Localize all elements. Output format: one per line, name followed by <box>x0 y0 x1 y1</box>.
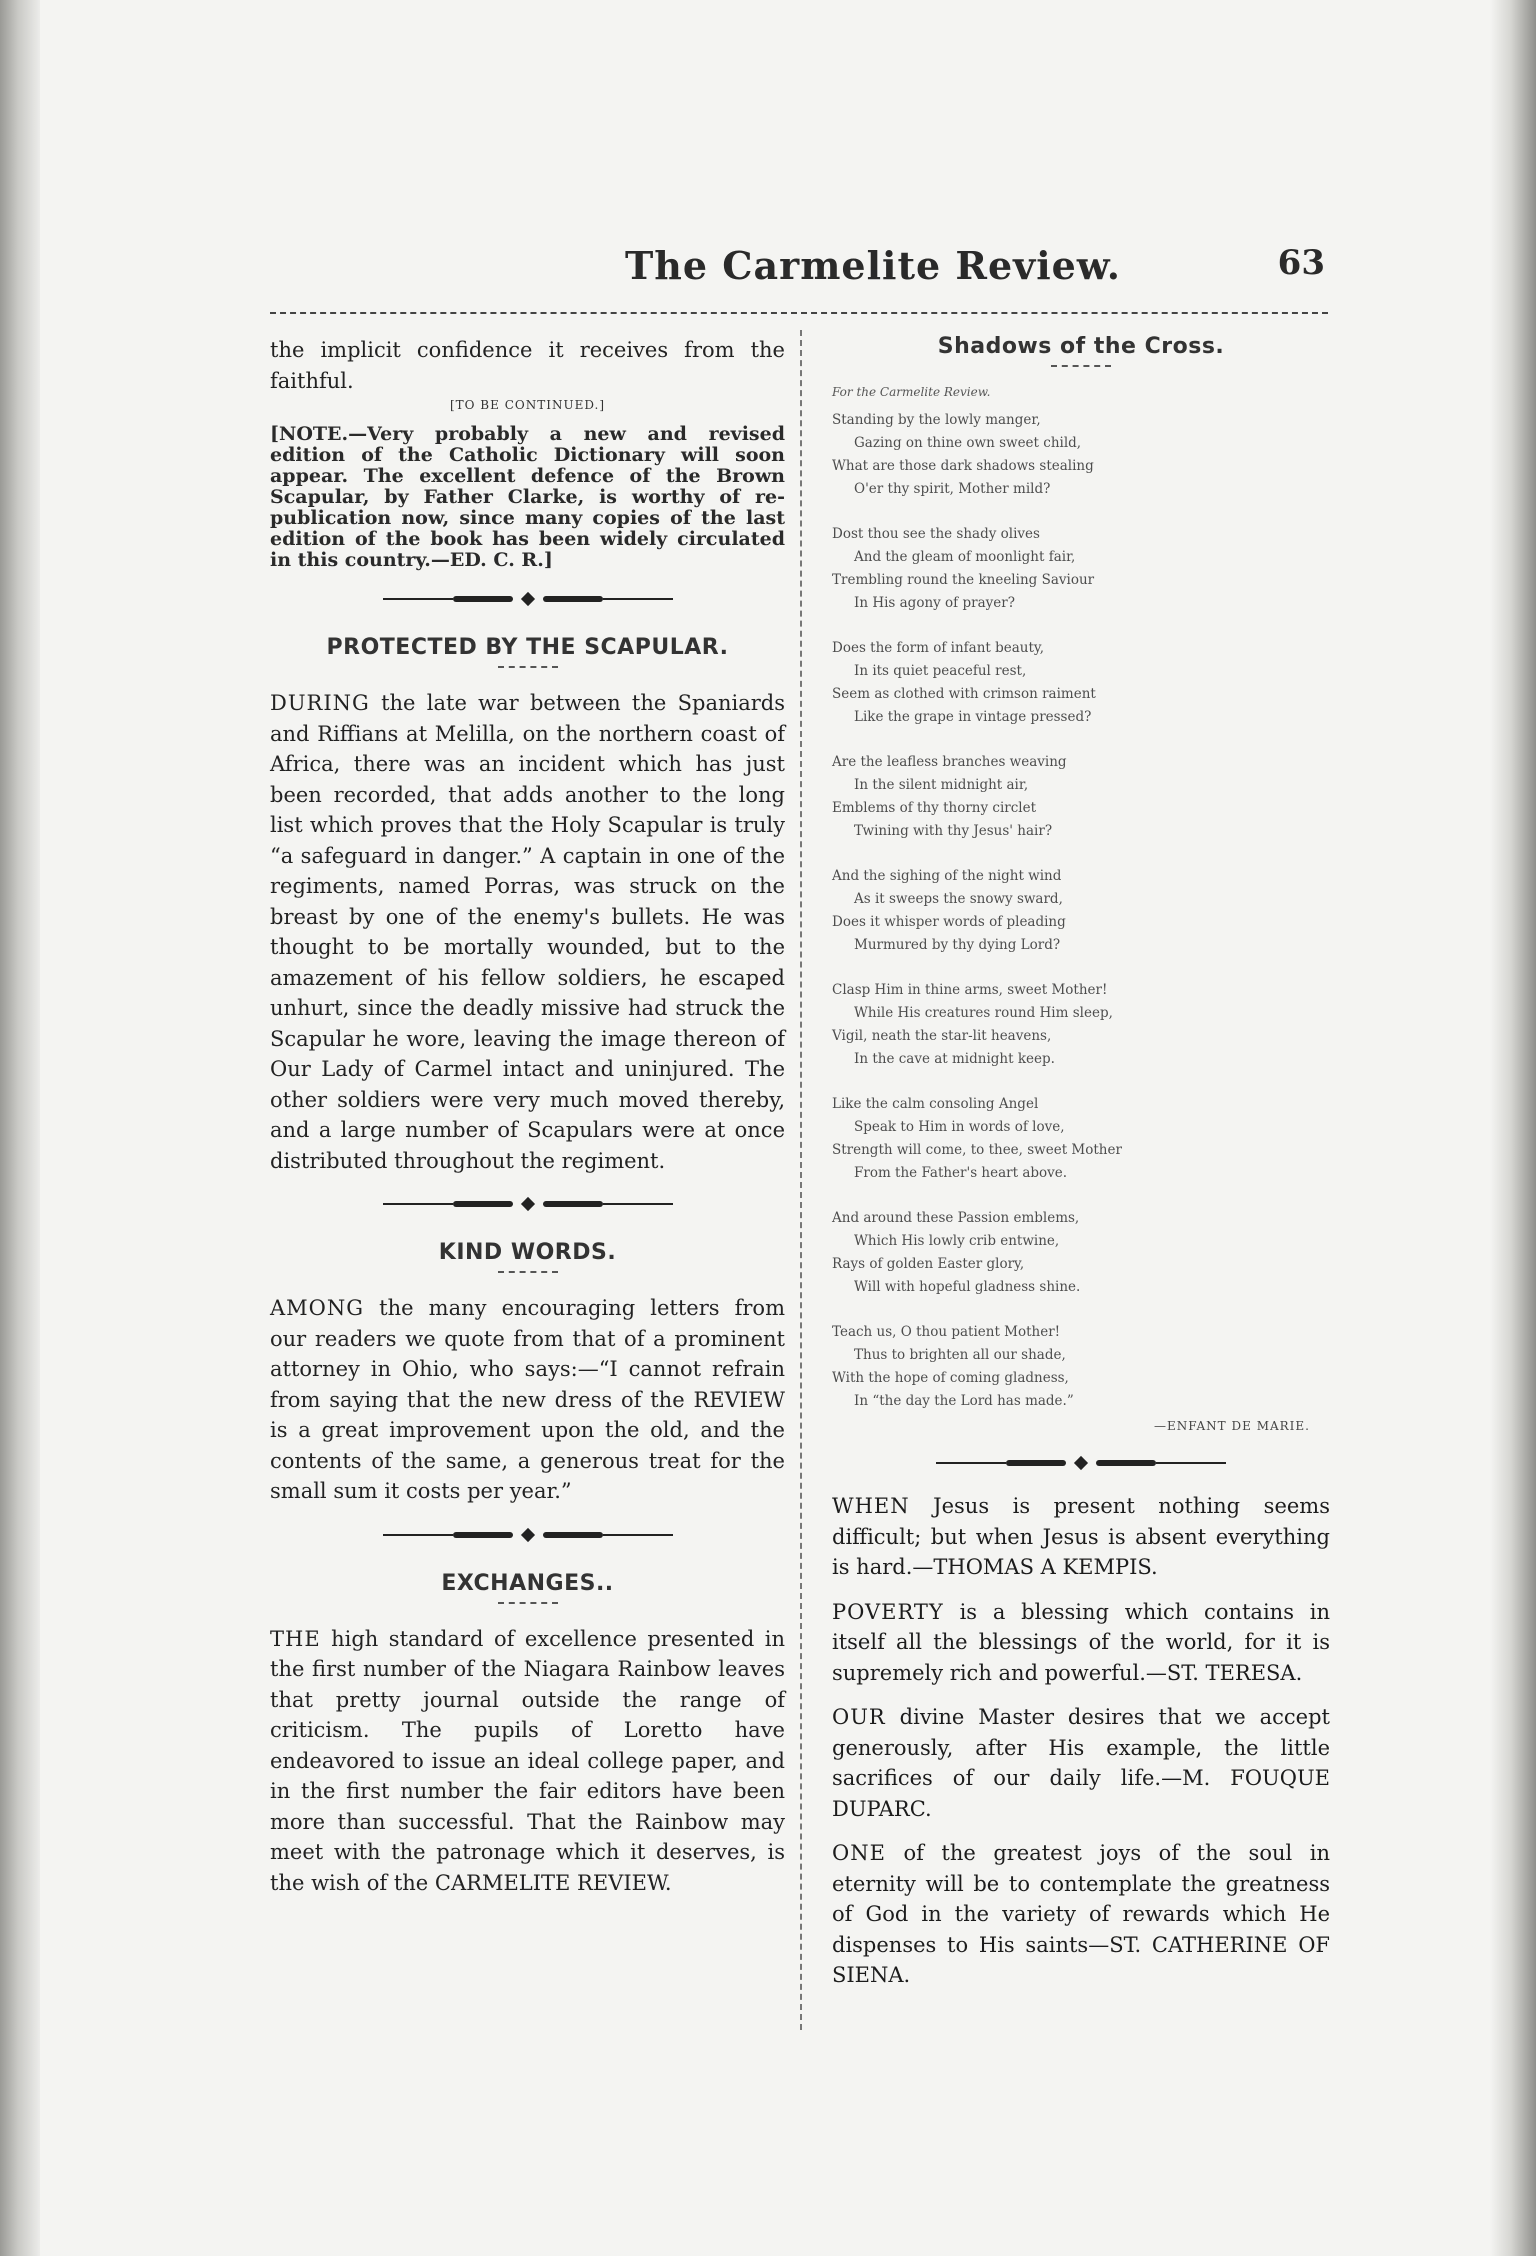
verse-line: Twining with thy Jesus' hair? <box>854 823 1053 839</box>
verse-line: Seem as clothed with crimson raiment <box>832 686 1096 702</box>
ornament-divider <box>270 1186 785 1222</box>
quote-text: of the greatest joys of the soul in eternity will be to contemplate the greatness of God in the variety of rewards which He dispenses to His saints—ST. CATHERINE OF SIENA. <box>832 1841 1330 1987</box>
article-heading: EXCHANGES.. <box>441 1570 614 1596</box>
page-edge-left <box>0 0 40 2256</box>
page-header <box>270 243 1325 303</box>
verse-line: Teach us, O thou patient Mother! <box>832 1324 1061 1340</box>
poem-heading: Shadows of the Cross. <box>937 334 1225 359</box>
verse-line: And the gleam of moonlight fair, <box>854 549 1076 565</box>
verse-line: Standing by the lowly manger, <box>832 412 1041 428</box>
verse-line: Does the form of infant beauty, <box>832 640 1045 656</box>
ornament-divider <box>832 1445 1330 1481</box>
left-column <box>270 335 785 1898</box>
verse-line: With the hope of coming gladness, <box>832 1370 1069 1386</box>
verse-line: In the silent midnight air, <box>854 777 1029 793</box>
verse-line: Speak to Him in words of love, <box>854 1119 1065 1135</box>
poem-stanza <box>832 409 1330 501</box>
poem-stanza <box>832 1207 1330 1299</box>
poem-stanza <box>832 979 1330 1071</box>
verse-line: Does it whisper words of pleading <box>832 914 1066 930</box>
ornament-divider <box>270 581 785 617</box>
verse-line: Thus to brighten all our shade, <box>854 1347 1066 1363</box>
lead-word: WHEN <box>832 1494 910 1518</box>
verse-line: And the sighing of the night wind <box>832 868 1062 884</box>
quote-text: Jesus is present nothing seems difficult; but when Jesus is absent everything is hard.—THOMAS A KEMPIS. <box>832 1494 1330 1579</box>
heading-rule <box>498 1602 558 1604</box>
article-body <box>270 688 785 1176</box>
verse-line: Like the grape in vintage pressed? <box>854 709 1092 725</box>
header-rule <box>270 312 1328 314</box>
lead-word: OUR <box>832 1705 886 1729</box>
article-body <box>270 1293 785 1507</box>
verse-line: While His creatures round Him sleep, <box>854 1005 1113 1021</box>
verse-line: Will with hopeful gladness shine. <box>854 1279 1081 1295</box>
poem-stanza <box>832 1093 1330 1185</box>
article-body <box>270 1624 785 1899</box>
poem-stanza <box>832 751 1330 843</box>
continued-text: the implicit confidence it receives from the faithful. <box>270 338 785 393</box>
verse-line: What are those dark shadows stealing <box>832 458 1094 474</box>
article-text: the late war between the Spaniards and Riffians at Melilla, on the northern coast of Africa, there was an incident which has just been recorded, that adds another to the long list which proves that the Holy Scapular is truly “a safeguard in danger.” A captain in one of the regiments, named Porras, was struck on the breast by one of the enemy's bullets. He was thought to be mortally wounded, but to the amazement of his fellow soldiers, he escaped unhurt, since the deadly missive had struck the Scapular he wore, leaving the image thereon of Our Lady of Carmel intact and uninjured. The other soldiers were very much moved thereby, and a large number of Scapulars were at once distributed throughout the regiment. <box>270 691 785 1173</box>
verse-line: Murmured by thy dying Lord? <box>854 937 1061 953</box>
lead-word: ONE <box>832 1841 886 1865</box>
verse-line: In its quiet peaceful rest, <box>854 663 1027 679</box>
verse-line: Which His lowly crib entwine, <box>854 1233 1060 1249</box>
verse-line: In the cave at midnight keep. <box>854 1051 1055 1067</box>
quote-paragraph <box>832 1491 1330 1583</box>
journal-title: The Carmelite Review. <box>625 243 1121 288</box>
article-heading: PROTECTED BY THE SCAPULAR. <box>326 635 729 660</box>
poem-signature: —ENFANT DE MARIE. <box>1153 1419 1310 1433</box>
poem-stanza <box>832 637 1330 729</box>
verse-line: Strength will come, to thee, sweet Mother <box>832 1142 1122 1158</box>
verse-line: Trembling round the kneeling Saviour <box>832 572 1095 588</box>
poem-credit: For the Carmelite Review. <box>832 385 991 399</box>
verse-line: From the Father's heart above. <box>854 1165 1068 1181</box>
ornament-divider <box>270 1517 785 1553</box>
verse-line: And around these Passion emblems, <box>832 1210 1080 1226</box>
lead-word: AMONG <box>270 1296 365 1320</box>
editor-note: [NOTE.—Very probably a new and revised edition of the Catholic Dictionary will soon appear. The excellent defence of the Brown Scapular, by Father Clarke, is worthy of re-publication now, since many copies of the last edition of the book has been widely circulated in this country.—ED. C. R.] <box>270 423 785 571</box>
poem-stanza <box>832 523 1330 615</box>
heading-rule <box>498 1271 558 1273</box>
page-number: 63 <box>1277 243 1325 283</box>
poem-stanza <box>832 1321 1330 1413</box>
verse-line: Dost thou see the shady olives <box>832 526 1040 542</box>
lead-word: DURING <box>270 691 370 715</box>
article-heading: KIND WORDS. <box>438 1240 617 1265</box>
verse-line: As it sweeps the snowy sward, <box>854 891 1063 907</box>
verse-line: Like the calm consoling Angel <box>832 1096 1039 1112</box>
lead-word: POVERTY <box>832 1599 944 1624</box>
poem-stanza <box>832 865 1330 957</box>
heading-rule <box>498 666 558 668</box>
verse-line: Emblems of thy thorny circlet <box>832 800 1037 816</box>
verse-line: Vigil, neath the star-lit heavens, <box>832 1028 1052 1044</box>
article-text: the many encouraging letters from our readers we quote from that of a prominent attorney in Ohio, who says:—“I cannot refrain from saying that the new dress of the REVIEW is a great improvement upon the old, and the contents of the same, a generous treat for the small sum it costs per year.” <box>270 1296 785 1503</box>
right-column <box>832 330 1330 2005</box>
verse-line: Are the leafless branches weaving <box>832 754 1067 770</box>
quote-paragraph <box>832 1838 1330 1991</box>
page-edge-right <box>1490 0 1536 2256</box>
quote-paragraph <box>832 1597 1330 1689</box>
verse-line: In “the day the Lord has made.” <box>854 1393 1074 1409</box>
verse-line: Gazing on thine own sweet child, <box>854 435 1082 451</box>
verse-line: In His agony of prayer? <box>854 595 1015 611</box>
lead-word: THE <box>270 1626 321 1651</box>
quote-text: divine Master desires that we accept generously, after His example, the little sacrifices of our daily life.—M. FOUQUE DUPARC. <box>832 1705 1330 1821</box>
column-divider <box>800 330 802 2030</box>
heading-rule <box>1051 365 1111 367</box>
verse-line: O'er thy spirit, Mother mild? <box>854 481 1051 497</box>
verse-line: Clasp Him in thine arms, sweet Mother! <box>832 982 1108 998</box>
quote-paragraph <box>832 1702 1330 1824</box>
quote-text: is a blessing which contains in itself all the blessings of the world, for it is supremely rich and powerful.—ST. TERESA. <box>832 1599 1330 1685</box>
verse-line: Rays of golden Easter glory, <box>832 1256 1025 1272</box>
to-be-continued: [TO BE CONTINUED.] <box>449 398 606 412</box>
article-text: high standard of excellence presented in the first number of the Niagara Rainbow leaves that pretty journal outside the range of criticism. The pupils of Loretto have endeavored to issue an ideal college paper, and in the first number the fair editors have been more than successful. That the Rainbow may meet with the patronage which it deserves, is the wish of the CARMELITE REVIEW. <box>270 1626 785 1895</box>
